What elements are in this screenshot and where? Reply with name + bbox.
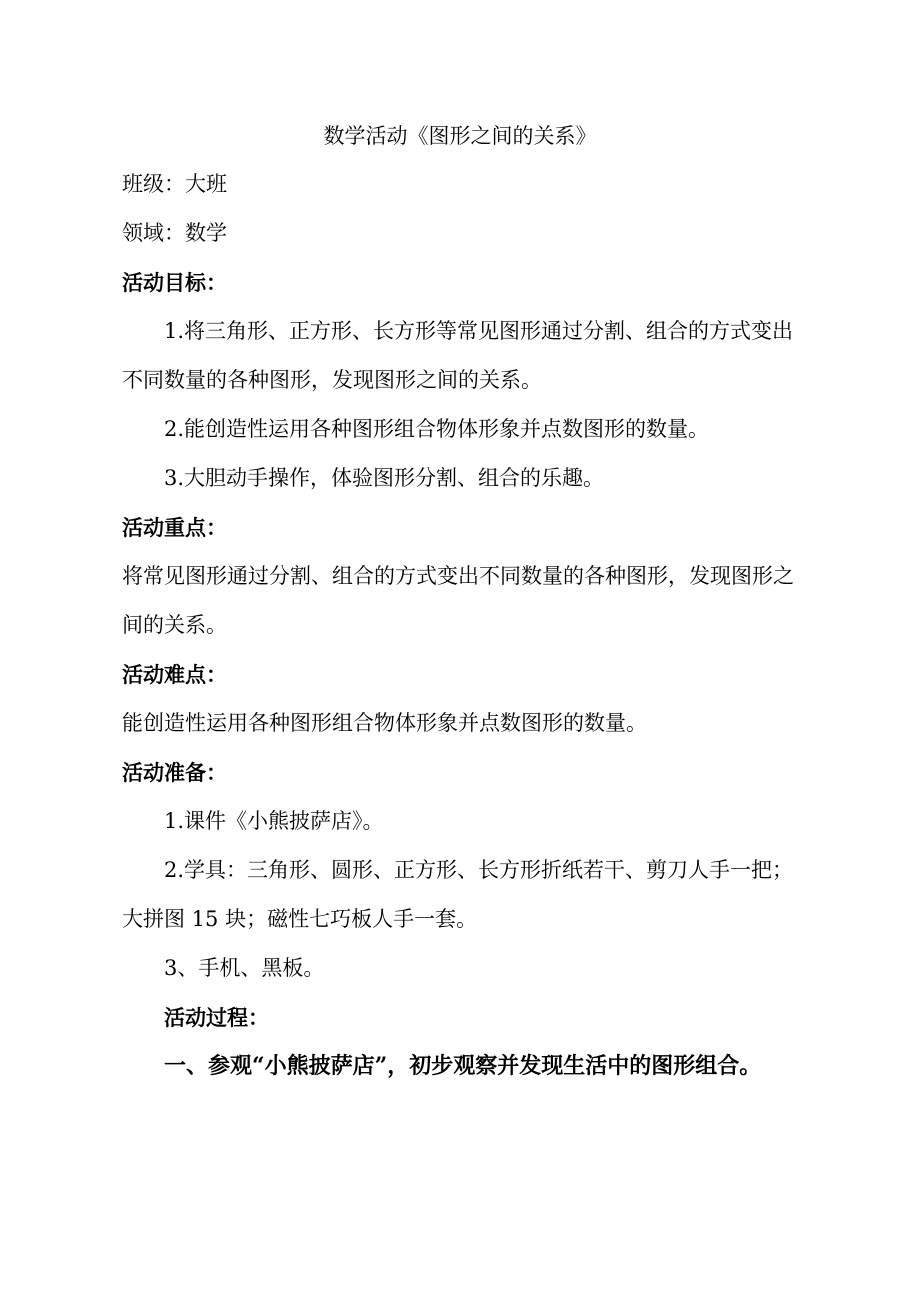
document-title: 数学活动《图形之间的关系》	[323, 124, 597, 148]
class-line: 班级：大班	[122, 172, 227, 196]
difficulty-heading: 活动难点：	[122, 662, 227, 687]
prep-item-2: 2.学具：三角形、圆形、正方形、长方形折纸若干、剪刀人手一把；大拼图 15 块；磁性七巧板人手一套。	[122, 858, 794, 931]
prep-item-3: 3、手机、黑板。	[164, 956, 325, 980]
difficulty-text: 能创造性运用各种图形组合物体形象并点数图形的数量。	[122, 711, 647, 735]
goal-item-1: 1.将三角形、正方形、长方形等常见图形通过分割、组合的方式变出不同数量的各种图形，发现图形之间的关系。	[122, 319, 794, 392]
goal-item-3: 3.大胆动手操作，体验图形分割、组合的乐趣。	[164, 466, 605, 490]
process-step-1: 一、参观“小熊披萨店”，初步观察并发现生活中的图形组合。	[164, 1053, 762, 1079]
key-heading: 活动重点：	[122, 515, 227, 540]
key-text: 将常见图形通过分割、组合的方式变出不同数量的各种图形，发现图形之间的关系。	[122, 564, 794, 637]
domain-line: 领域：数学	[122, 221, 227, 245]
prep-heading: 活动准备：	[122, 760, 227, 785]
goal-item-2: 2.能创造性运用各种图形组合物体形象并点数图形的数量。	[164, 417, 710, 441]
process-heading: 活动过程：	[164, 1005, 269, 1030]
prep-item-1: 1.课件《小熊披萨店》。	[164, 809, 384, 833]
document-body	[122, 160, 798, 1091]
goals-heading: 活动目标：	[122, 270, 227, 295]
